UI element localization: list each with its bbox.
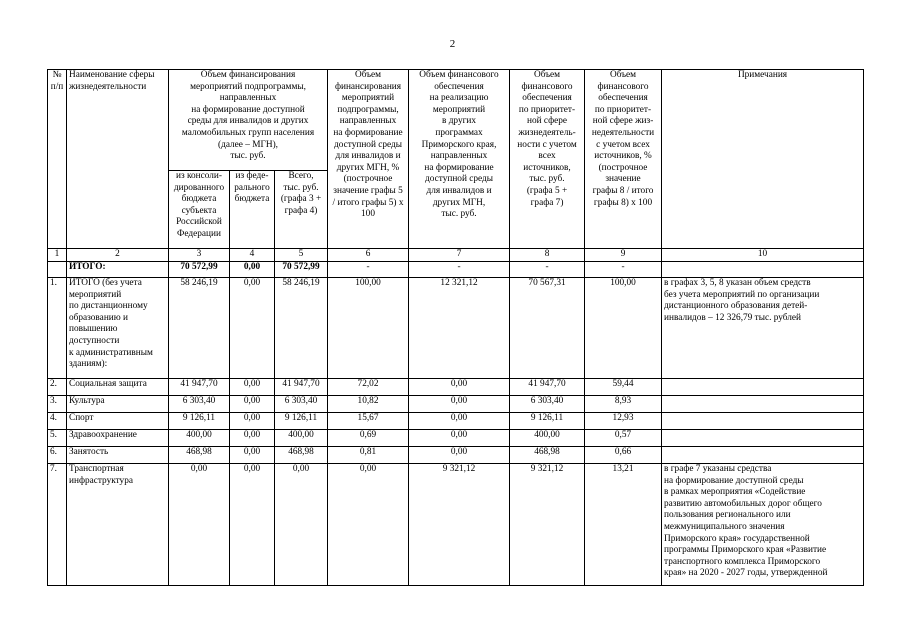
row-name: Здравоохранение xyxy=(67,430,169,447)
table-row xyxy=(48,464,864,586)
cell-federal: 0,00 xyxy=(230,464,275,586)
cell-consolidated: 58 246,19 xyxy=(169,278,230,379)
cell-federal: 0,00 xyxy=(230,413,275,430)
cell-other-programs: 0,00 xyxy=(409,396,510,413)
column-number: 4 xyxy=(230,249,275,262)
cell-notes xyxy=(662,379,864,396)
cell-other-programs: 9 321,12 xyxy=(409,464,510,586)
table-row xyxy=(48,396,864,413)
cell-consolidated: 6 303,40 xyxy=(169,396,230,413)
cell-priority-percent: - xyxy=(585,262,662,278)
cell-total: 70 572,99 xyxy=(275,262,328,278)
column-number: 6 xyxy=(328,249,409,262)
cell-federal: 0,00 xyxy=(230,379,275,396)
cell-consolidated: 9 126,11 xyxy=(169,413,230,430)
cell-notes xyxy=(662,396,864,413)
cell-notes xyxy=(662,430,864,447)
row-name: Транспортная инфраструктура xyxy=(67,464,169,586)
row-name: ИТОГО (без учета мероприятий по дистанционному образованию и повышению доступности к административным зданиям): xyxy=(67,278,169,379)
row-number xyxy=(48,262,67,278)
cell-priority-percent: 100,00 xyxy=(585,278,662,379)
column-number: 10 xyxy=(662,249,864,262)
row-name: Культура xyxy=(67,396,169,413)
cell-federal: 0,00 xyxy=(230,447,275,464)
cell-priority-percent: 13,21 xyxy=(585,464,662,586)
cell-federal: 0,00 xyxy=(230,262,275,278)
header-num: № п/п xyxy=(48,70,67,249)
header-row xyxy=(48,70,864,171)
cell-consolidated: 468,98 xyxy=(169,447,230,464)
row-number: 4. xyxy=(48,413,67,430)
cell-total: 6 303,40 xyxy=(275,396,328,413)
header-financing-group: Объем финансирования мероприятий подпрограммы, направленных на формирование доступной среды для инвалидов и других маломобильных групп населения (далее – МГН), тыс. руб. xyxy=(169,70,328,171)
cell-other-programs: 0,00 xyxy=(409,447,510,464)
cell-notes: в графах 3, 5, 8 указан объем средств без учета мероприятий по организации дистанционного образования детей- инвалидов – 12 326,79 тыс. рублей xyxy=(662,278,864,379)
column-number: 7 xyxy=(409,249,510,262)
table-row xyxy=(48,430,864,447)
cell-notes: в графе 7 указаны средства на формирование доступной среды в рамках мероприятия «Содействие развитию автомобильных дорог общего пользования регионального или межмуниципального значения Приморского края» государственной программы Приморского края «Развитие транспортного комплекса Приморского края» на 2020 - 2027 годы, утвержденной xyxy=(662,464,864,586)
cell-notes xyxy=(662,413,864,430)
header-priority-percent: Объем финансового обеспечения по приоритет- ной сфере жиз- недеятельности с учетом всех источников, % (построчное значение графы 8 / итого графы 8) х 100 xyxy=(585,70,662,249)
cell-other-programs: 0,00 xyxy=(409,379,510,396)
cell-consolidated: 41 947,70 xyxy=(169,379,230,396)
column-number: 3 xyxy=(169,249,230,262)
row-number: 6. xyxy=(48,447,67,464)
cell-total: 41 947,70 xyxy=(275,379,328,396)
column-number: 5 xyxy=(275,249,328,262)
cell-consolidated: 400,00 xyxy=(169,430,230,447)
cell-total: 0,00 xyxy=(275,464,328,586)
cell-priority-percent: 0,57 xyxy=(585,430,662,447)
cell-priority-total: 468,98 xyxy=(510,447,585,464)
total-row xyxy=(48,262,864,278)
column-number: 8 xyxy=(510,249,585,262)
cell-share: 10,82 xyxy=(328,396,409,413)
row-name: Занятость xyxy=(67,447,169,464)
header-total: Всего, тыс. руб. (графа 3 + графа 4) xyxy=(275,171,328,249)
row-name: Спорт xyxy=(67,413,169,430)
cell-share: 100,00 xyxy=(328,278,409,379)
page-number: 2 xyxy=(449,38,456,50)
cell-priority-percent: 59,44 xyxy=(585,379,662,396)
cell-priority-total: - xyxy=(510,262,585,278)
cell-other-programs: - xyxy=(409,262,510,278)
header-share-percent: Объем финансирования мероприятий подпрограммы, направленных на формирование доступной среды для инвалидов и других МГН, % (построчное значение графы 5 / итого графы 5) х 100 xyxy=(328,70,409,249)
column-number: 2 xyxy=(67,249,169,262)
row-number: 7. xyxy=(48,464,67,586)
cell-share: 15,67 xyxy=(328,413,409,430)
cell-total: 400,00 xyxy=(275,430,328,447)
cell-total: 9 126,11 xyxy=(275,413,328,430)
table-row xyxy=(48,413,864,430)
cell-federal: 0,00 xyxy=(230,278,275,379)
cell-total: 468,98 xyxy=(275,447,328,464)
cell-consolidated: 0,00 xyxy=(169,464,230,586)
header-other-programs: Объем финансового обеспечения на реализацию мероприятий в других программах Приморского края, направленных на формирование доступной среды для инвалидов и других МГН, тыс. руб. xyxy=(409,70,510,249)
cell-notes xyxy=(662,447,864,464)
cell-federal: 0,00 xyxy=(230,430,275,447)
cell-notes xyxy=(662,262,864,278)
cell-share: 0,00 xyxy=(328,464,409,586)
header-consolidated-budget: из консоли- дированного бюджета субъекта Российской Федерации xyxy=(169,171,230,249)
cell-share: - xyxy=(328,262,409,278)
row-number: 2. xyxy=(48,379,67,396)
header-priority-total: Объем финансового обеспечения по приоритет- ной сфере жизнедеятель- ности с учетом всех источников, тыс. руб. (графа 5 + графа 7) xyxy=(510,70,585,249)
table-row xyxy=(48,379,864,396)
cell-priority-total: 9 321,12 xyxy=(510,464,585,586)
row-name: ИТОГО: xyxy=(67,262,169,278)
header-sphere: Наименование сферы жизнедеятельности xyxy=(67,70,169,249)
cell-federal: 0,00 xyxy=(230,396,275,413)
row-name: Социальная защита xyxy=(67,379,169,396)
header-notes: Примечания xyxy=(662,70,864,249)
table-row xyxy=(48,278,864,379)
cell-priority-total: 400,00 xyxy=(510,430,585,447)
cell-share: 0,81 xyxy=(328,447,409,464)
cell-consolidated: 70 572,99 xyxy=(169,262,230,278)
cell-total: 58 246,19 xyxy=(275,278,328,379)
cell-other-programs: 0,00 xyxy=(409,430,510,447)
cell-priority-total: 70 567,31 xyxy=(510,278,585,379)
cell-share: 0,69 xyxy=(328,430,409,447)
column-number: 9 xyxy=(585,249,662,262)
cell-priority-percent: 12,93 xyxy=(585,413,662,430)
row-number: 5. xyxy=(48,430,67,447)
cell-priority-total: 41 947,70 xyxy=(510,379,585,396)
cell-priority-percent: 0,66 xyxy=(585,447,662,464)
row-number: 1. xyxy=(48,278,67,379)
header-federal-budget: из феде- рального бюджета xyxy=(230,171,275,249)
cell-other-programs: 0,00 xyxy=(409,413,510,430)
column-numbers-row xyxy=(48,249,864,262)
column-number: 1 xyxy=(48,249,67,262)
table-row xyxy=(48,447,864,464)
financing-table xyxy=(47,69,864,586)
cell-share: 72,02 xyxy=(328,379,409,396)
cell-priority-total: 9 126,11 xyxy=(510,413,585,430)
row-number: 3. xyxy=(48,396,67,413)
cell-other-programs: 12 321,12 xyxy=(409,278,510,379)
cell-priority-total: 6 303,40 xyxy=(510,396,585,413)
cell-priority-percent: 8,93 xyxy=(585,396,662,413)
